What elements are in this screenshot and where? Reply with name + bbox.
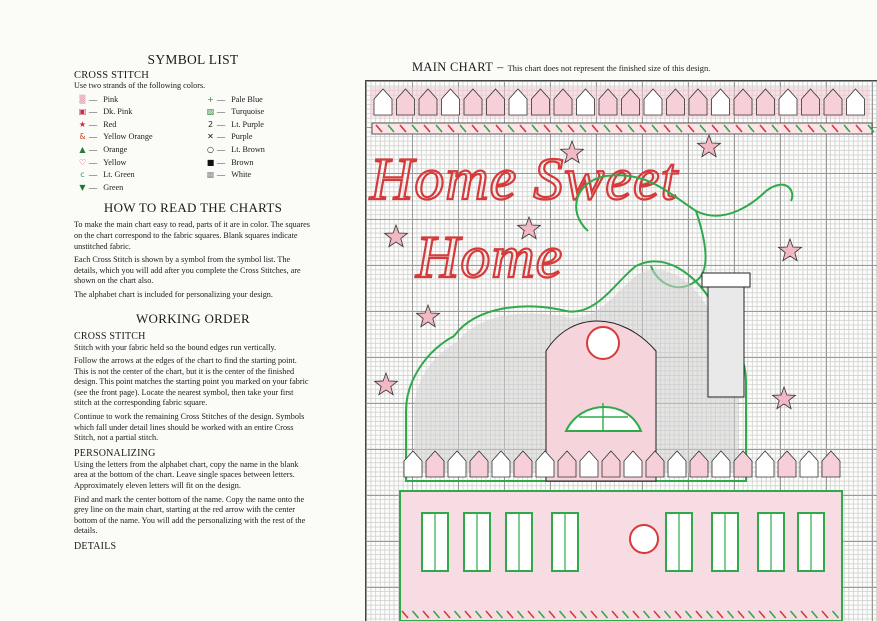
symbol-item xyxy=(76,106,204,119)
house-body xyxy=(400,491,842,621)
eave-house xyxy=(778,451,796,477)
symbol-glyph: ○ xyxy=(207,144,214,154)
main-chart-header xyxy=(412,58,710,76)
symbol-label: Brown xyxy=(231,157,254,167)
symbol-glyph: ▨ xyxy=(206,107,215,117)
symbol-glyph: ▒ xyxy=(79,94,86,104)
details-heading: DETAILS xyxy=(74,541,117,552)
cross-stitch-heading: CROSS STITCH xyxy=(74,70,150,81)
symbol-item xyxy=(76,94,204,107)
symbol-label: Purple xyxy=(231,132,253,142)
symbol-label: Dk. Pink xyxy=(103,107,133,117)
main-chart-title: MAIN CHART xyxy=(412,60,494,74)
symbol-glyph: ▲ xyxy=(79,144,86,154)
eave-house xyxy=(756,451,774,477)
instructions-column xyxy=(74,52,312,553)
symbol-item xyxy=(204,94,314,107)
symbol-dash: — xyxy=(89,132,98,142)
symbol-dash: — xyxy=(217,94,226,104)
symbol-label: Red xyxy=(103,119,117,129)
symbol-label: Yellow Orange xyxy=(103,132,153,142)
symbol-dash: — xyxy=(217,119,226,129)
symbol-dash: — xyxy=(217,144,226,154)
symbol-label: Yellow xyxy=(103,157,127,167)
symbol-list-title: SYMBOL LIST xyxy=(147,52,239,67)
working-cross-stitch-heading: CROSS STITCH xyxy=(74,330,146,342)
symbol-dash: — xyxy=(89,94,98,104)
main-chart-note: This chart does not represent the finished size of this design. xyxy=(507,64,711,73)
symbol-dash: — xyxy=(89,119,98,129)
working-order-p5: Find and mark the center bottom of the name. Copy the name onto the grey line on the main chart, starting at the red arrow with the center bottom of the name. You will add the personalizing with the rest of the details. xyxy=(74,494,306,536)
heading-line2: Home xyxy=(416,224,564,290)
star-icon xyxy=(779,239,802,261)
symbol-glyph: & xyxy=(79,132,86,142)
main-chart-grid xyxy=(365,80,877,621)
symbol-empty xyxy=(204,182,314,195)
star-icon xyxy=(417,305,440,327)
how-to-read-p3: The alphabet chart is included for personalizing your design. xyxy=(74,289,273,299)
personalizing-heading: PERSONALIZING xyxy=(74,447,156,459)
symbol-label: Turquoise xyxy=(231,107,265,117)
chart-artwork xyxy=(366,81,877,621)
symbol-instruction: Use two strands of the following colors. xyxy=(74,81,206,90)
symbol-dash: — xyxy=(217,132,226,142)
symbol-dash: — xyxy=(89,157,98,167)
symbol-item xyxy=(76,144,204,157)
symbol-item xyxy=(204,119,314,132)
title-dash: – xyxy=(497,60,504,74)
working-order-p3: Continue to work the remaining Cross Stitches of the design. Symbols which fall under detail lines should be worked with an entire Cross Stitch, not a partial stitch. xyxy=(74,412,305,443)
symbol-glyph: 2 xyxy=(207,119,214,129)
symbol-item xyxy=(204,131,314,144)
symbol-label: White xyxy=(231,170,252,180)
symbol-glyph: ▣ xyxy=(78,107,87,117)
symbol-item xyxy=(76,131,204,144)
symbol-item xyxy=(76,119,204,132)
eave-house xyxy=(822,451,840,477)
symbol-glyph: ■ xyxy=(206,157,215,167)
working-order-title: WORKING ORDER xyxy=(135,310,251,326)
symbol-label: Lt. Purple xyxy=(231,119,264,129)
star-icon xyxy=(385,225,408,247)
symbol-item xyxy=(204,144,314,157)
symbol-label: Lt. Green xyxy=(103,170,135,180)
symbol-label: Pink xyxy=(103,94,119,104)
working-order-p1: Stitch with your fabric held so the bound edges run vertically. xyxy=(74,342,277,352)
symbol-glyph: ▼ xyxy=(79,182,86,192)
symbol-glyph: ✕ xyxy=(207,132,214,142)
symbol-item xyxy=(76,182,204,195)
symbol-grid xyxy=(76,94,312,195)
chimney xyxy=(702,273,750,397)
symbol-dash: — xyxy=(89,144,98,154)
symbol-item xyxy=(76,169,204,182)
symbol-item xyxy=(204,157,314,170)
symbol-glyph: + xyxy=(207,94,214,104)
how-to-read-p2: Each Cross Stitch is shown by a symbol from the symbol list. The details, which you will add after you complete the Cross Stitches, are shown on the chart also. xyxy=(74,255,301,286)
star-icon xyxy=(375,373,398,395)
working-order-p4: Using the letters from the alphabet chart, copy the name in the blank area at the bottom of the chart. Leave single spaces between letters. Approximately eleven letters will fit on the design. xyxy=(74,459,299,491)
symbol-dash: — xyxy=(89,182,98,192)
symbol-label: Green xyxy=(103,182,124,192)
top-house-border xyxy=(370,87,874,134)
eave-house xyxy=(800,451,818,477)
heading-line1: Home Sweet xyxy=(370,146,679,212)
symbol-glyph: c xyxy=(80,170,85,180)
star-icon xyxy=(773,387,796,409)
working-order-p2: Follow the arrows at the edges of the chart to find the starting point. This is not the center of the chart, but it is the center of the finished design. This point matches the starting point you marked on your fabric (see the front page). Locate the nearest symbol, then take your first stitch at the corresponding fabric square. xyxy=(74,356,309,408)
symbol-glyph: ▩ xyxy=(206,170,215,180)
symbol-label: Pale Blue xyxy=(231,94,263,104)
symbol-item xyxy=(204,169,314,182)
symbol-glyph: ♡ xyxy=(78,157,87,167)
symbol-item xyxy=(204,106,314,119)
symbol-dash: — xyxy=(217,170,226,180)
symbol-label: Lt. Brown xyxy=(231,144,265,154)
symbol-glyph: ★ xyxy=(78,119,87,129)
symbol-dash: — xyxy=(89,170,98,180)
symbol-dash: — xyxy=(217,107,226,117)
symbol-label: Orange xyxy=(103,144,128,154)
symbol-item xyxy=(76,157,204,170)
symbol-dash: — xyxy=(89,107,98,117)
symbol-dash: — xyxy=(217,157,226,167)
how-to-read-title: HOW TO READ THE CHARTS xyxy=(103,200,283,216)
how-to-read-p1: To make the main chart easy to read, parts of it are in color. The squares on the chart correspond to the fabric squares. Blank squares indicate unstitched fabric. xyxy=(74,220,310,251)
star-icon xyxy=(698,135,721,157)
